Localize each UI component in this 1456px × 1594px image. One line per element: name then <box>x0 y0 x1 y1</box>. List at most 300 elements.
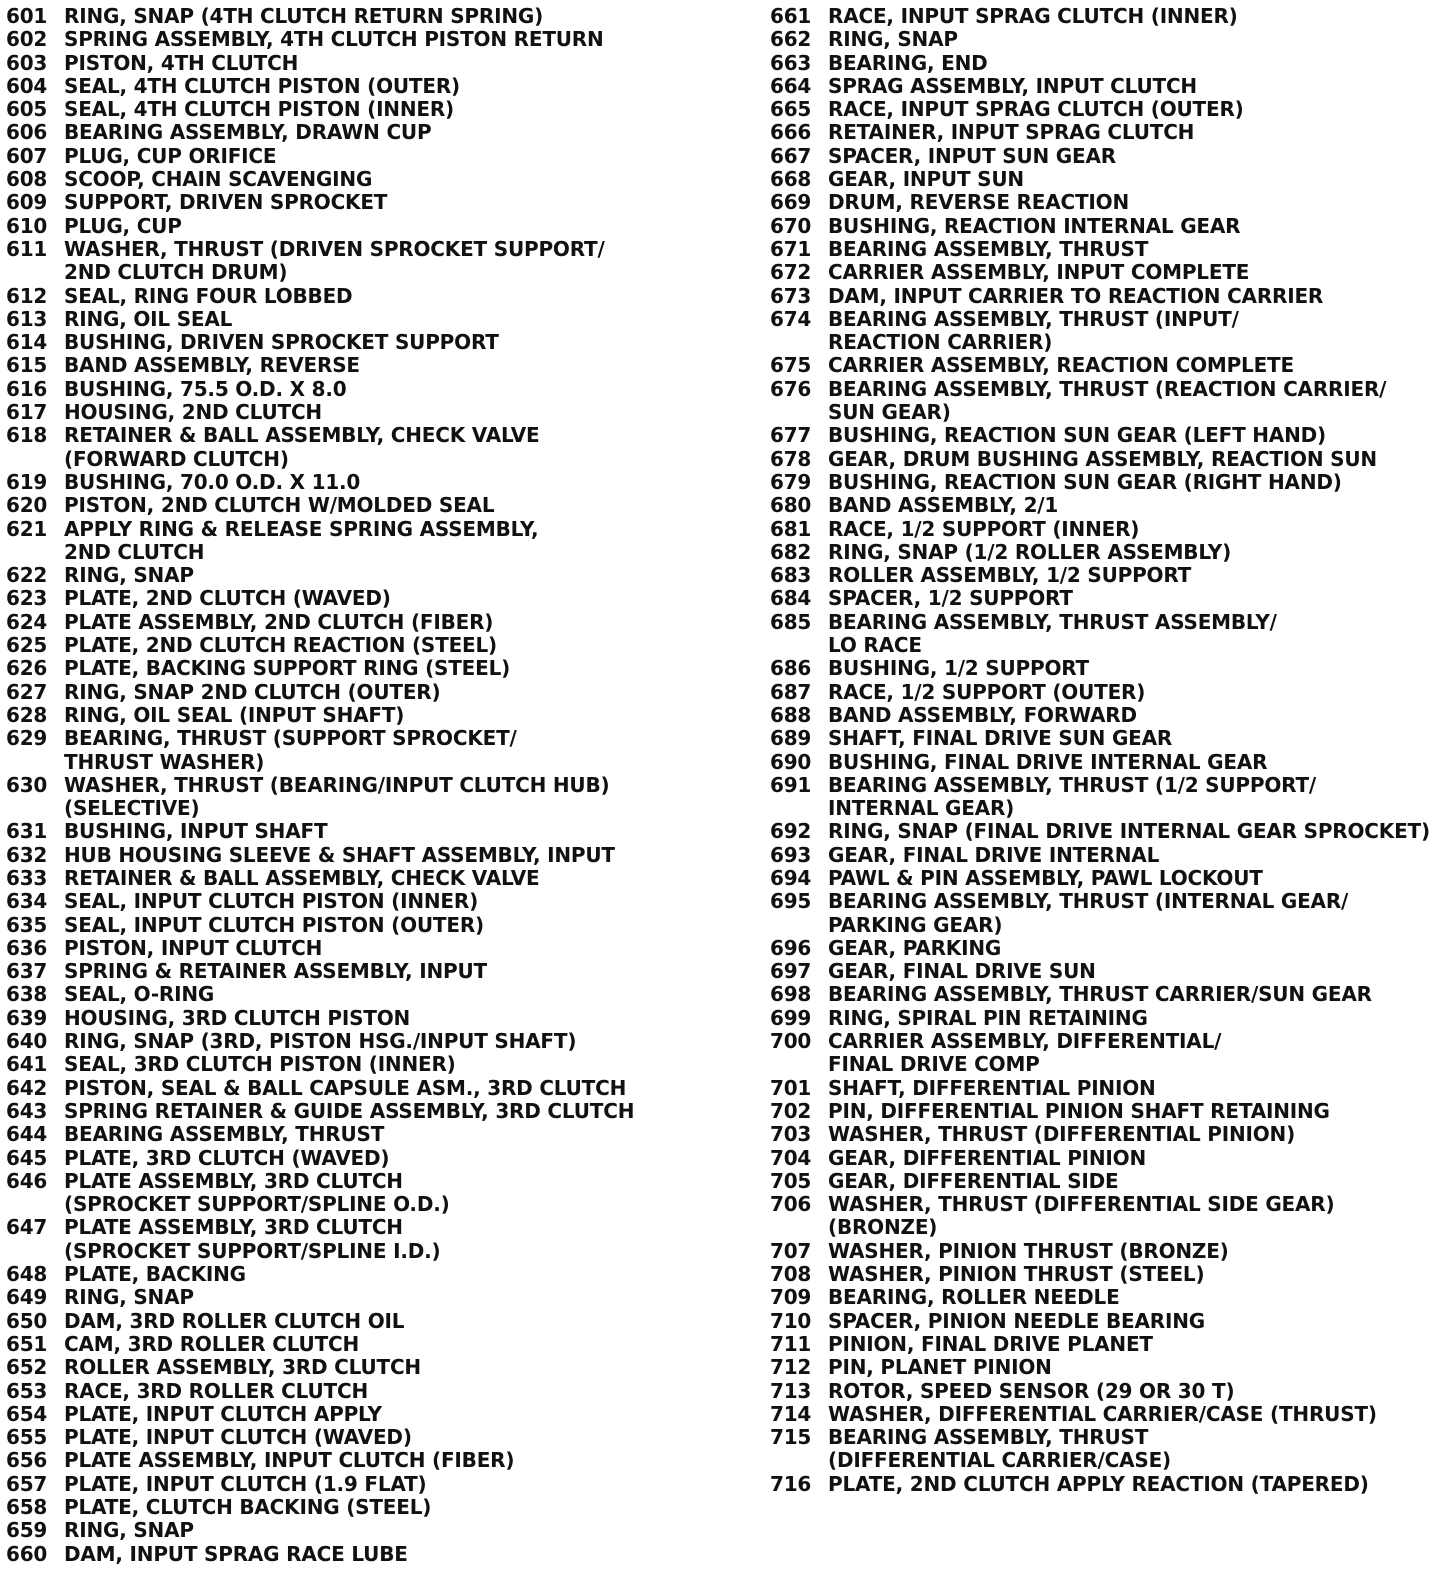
part-number: 608 <box>6 167 48 192</box>
part-number: 669 <box>770 190 812 215</box>
part-number: 619 <box>6 469 48 494</box>
part-description-line: HUB HOUSING SLEEVE & SHAFT ASSEMBLY, INPUT <box>64 842 615 867</box>
part-number: 639 <box>6 1005 48 1030</box>
part-number: 610 <box>6 213 48 238</box>
part-description <box>828 52 988 75</box>
part-description-line: PLATE, INPUT CLUTCH (WAVED) <box>64 1425 412 1450</box>
part-entry <box>6 890 706 913</box>
part-entry <box>770 354 1450 377</box>
part-number: 676 <box>770 376 812 401</box>
part-description <box>828 75 1197 98</box>
part-entry <box>770 1286 1450 1309</box>
part-description <box>828 145 1116 168</box>
part-description-line: PAWL & PIN ASSEMBLY, PAWL LOCKOUT <box>828 865 1263 890</box>
part-description-line: BAND ASSEMBLY, 2/1 <box>828 493 1059 518</box>
part-number: 637 <box>6 959 48 984</box>
part-number: 626 <box>6 656 48 681</box>
part-description <box>828 238 1148 261</box>
part-number: 700 <box>770 1029 812 1054</box>
part-entry <box>770 1473 1450 1496</box>
part-description-line: WASHER, THRUST (DRIVEN SPROCKET SUPPORT/ <box>64 236 605 261</box>
part-description-line: PIN, PLANET PINION <box>828 1355 1052 1380</box>
part-description-line: SHAFT, DIFFERENTIAL PINION <box>828 1075 1156 1100</box>
part-description-line: WASHER, DIFFERENTIAL CARRIER/CASE (THRUST) <box>828 1401 1377 1426</box>
part-entry <box>770 1030 1450 1077</box>
part-description-line: BUSHING, 70.0 O.D. X 11.0 <box>64 469 361 494</box>
part-description <box>828 1077 1156 1100</box>
part-description <box>828 1170 1119 1193</box>
part-number: 653 <box>6 1378 48 1403</box>
part-entry <box>770 518 1450 541</box>
part-description-line: SPRING RETAINER & GUIDE ASSEMBLY, 3RD CLUTCH <box>64 1098 635 1123</box>
part-description <box>64 401 322 424</box>
part-entry <box>770 168 1450 191</box>
part-entry <box>6 215 706 238</box>
part-entry <box>6 587 706 610</box>
part-entry <box>770 1333 1450 1356</box>
part-description <box>64 1077 626 1100</box>
part-description <box>64 937 322 960</box>
part-description <box>64 98 454 121</box>
part-number: 651 <box>6 1331 48 1356</box>
part-entry <box>6 634 706 657</box>
part-number: 707 <box>770 1238 812 1263</box>
part-description-line: PLATE, 2ND CLUTCH APPLY REACTION (TAPERED) <box>828 1471 1369 1496</box>
part-description <box>64 820 327 843</box>
part-entry <box>6 844 706 867</box>
part-entry <box>6 1007 706 1030</box>
part-description-line: PLATE, INPUT CLUTCH (1.9 FLAT) <box>64 1471 427 1496</box>
part-description-line: GEAR, INPUT SUN <box>828 167 1024 192</box>
part-description-line: (SPROCKET SUPPORT/SPLINE O.D.) <box>64 1192 450 1217</box>
part-description-line: RACE, INPUT SPRAG CLUTCH (INNER) <box>828 4 1238 28</box>
part-number: 621 <box>6 516 48 541</box>
part-description <box>64 1356 421 1379</box>
part-description-line: RACE, 3RD ROLLER CLUTCH <box>64 1378 368 1403</box>
part-description-line: BEARING ASSEMBLY, THRUST ASSEMBLY/ <box>828 609 1277 634</box>
part-description-line: RETAINER & BALL ASSEMBLY, CHECK VALVE <box>64 423 540 448</box>
part-number: 628 <box>6 702 48 727</box>
part-description-line: (SELECTIVE) <box>64 796 200 821</box>
part-description <box>64 1519 194 1542</box>
part-description-line: 2ND CLUTCH DRUM) <box>64 260 288 285</box>
part-number: 656 <box>6 1448 48 1473</box>
part-description-line: RING, SNAP (3RD, PISTON HSG./INPUT SHAFT) <box>64 1029 577 1054</box>
part-description-line: GEAR, FINAL DRIVE SUN <box>828 959 1096 984</box>
part-entry <box>6 1310 706 1333</box>
part-entry <box>6 168 706 191</box>
part-entry <box>770 1193 1450 1240</box>
part-number: 643 <box>6 1098 48 1123</box>
part-description-line: CARRIER ASSEMBLY, INPUT COMPLETE <box>828 260 1250 285</box>
part-description-line: RING, SNAP <box>64 563 194 588</box>
part-entry <box>770 75 1450 98</box>
part-description-line: RING, SPIRAL PIN RETAINING <box>828 1005 1148 1030</box>
part-entry <box>6 1496 706 1519</box>
part-entry <box>770 983 1450 1006</box>
parts-list-left-column <box>6 5 706 1566</box>
part-description-line: PLATE ASSEMBLY, 3RD CLUTCH <box>64 1168 403 1193</box>
part-entry <box>6 1216 706 1263</box>
part-number: 689 <box>770 726 812 751</box>
part-number: 715 <box>770 1425 812 1450</box>
part-description-line: GEAR, FINAL DRIVE INTERNAL <box>828 842 1160 867</box>
part-description <box>64 1170 450 1217</box>
part-description <box>828 1426 1171 1473</box>
part-description <box>828 1263 1204 1286</box>
part-number: 667 <box>770 143 812 168</box>
part-description-line: SCOOP, CHAIN SCAVENGING <box>64 167 373 192</box>
part-entry <box>6 1519 706 1542</box>
part-number: 635 <box>6 912 48 937</box>
part-description-line: BEARING ASSEMBLY, THRUST <box>64 1122 385 1147</box>
part-description <box>828 1310 1205 1333</box>
part-description-line: RACE, 1/2 SUPPORT (OUTER) <box>828 679 1146 704</box>
part-description <box>828 1240 1229 1263</box>
part-description-line: GEAR, DRUM BUSHING ASSEMBLY, REACTION SUN <box>828 446 1377 471</box>
part-entry <box>770 1356 1450 1379</box>
part-description <box>64 844 615 867</box>
part-number: 711 <box>770 1331 812 1356</box>
part-entry <box>770 448 1450 471</box>
part-description <box>828 867 1263 890</box>
part-description-line: FINAL DRIVE COMP <box>828 1052 1040 1077</box>
part-entry <box>770 820 1450 843</box>
part-description-line: SEAL, 4TH CLUTCH PISTON (INNER) <box>64 97 454 122</box>
part-entry <box>6 1473 706 1496</box>
part-entry <box>6 1426 706 1449</box>
part-description <box>64 145 276 168</box>
part-number: 694 <box>770 865 812 890</box>
part-number: 687 <box>770 679 812 704</box>
part-number: 633 <box>6 865 48 890</box>
part-description-line: BUSHING, INPUT SHAFT <box>64 819 328 844</box>
part-description-line: BUSHING, FINAL DRIVE INTERNAL GEAR <box>828 749 1268 774</box>
part-entry <box>770 98 1450 121</box>
part-description-line: SHAFT, FINAL DRIVE SUN GEAR <box>828 726 1173 751</box>
part-entry <box>6 285 706 308</box>
part-description-line: PLUG, CUP ORIFICE <box>64 143 277 168</box>
part-description-line: PLATE, BACKING SUPPORT RING (STEEL) <box>64 656 511 681</box>
part-description-line: BAND ASSEMBLY, FORWARD <box>828 702 1137 727</box>
part-entry <box>770 611 1450 658</box>
part-number: 636 <box>6 935 48 960</box>
part-description-line: SEAL, INPUT CLUTCH PISTON (INNER) <box>64 889 479 914</box>
part-description <box>828 960 1096 983</box>
part-number: 615 <box>6 353 48 378</box>
part-entry <box>6 1403 706 1426</box>
part-description <box>828 308 1239 355</box>
part-description <box>64 168 372 191</box>
part-description-line: SEAL, RING FOUR LOBBED <box>64 283 353 308</box>
part-description <box>64 1426 412 1449</box>
part-description <box>828 890 1348 937</box>
part-number: 649 <box>6 1285 48 1310</box>
part-entry <box>6 564 706 587</box>
part-number: 688 <box>770 702 812 727</box>
part-entry <box>6 1356 706 1379</box>
part-entry <box>770 1170 1450 1193</box>
part-description-line: BUSHING, DRIVEN SPROCKET SUPPORT <box>64 330 499 355</box>
part-entry <box>770 937 1450 960</box>
part-description-line: RING, SNAP (1/2 ROLLER ASSEMBLY) <box>828 539 1232 564</box>
part-description <box>64 983 214 1006</box>
part-number: 655 <box>6 1425 48 1450</box>
part-description <box>64 1380 368 1403</box>
part-number: 601 <box>6 4 48 28</box>
part-description <box>64 285 352 308</box>
part-description-line: BEARING ASSEMBLY, THRUST CARRIER/SUN GEAR <box>828 982 1372 1007</box>
part-entry <box>6 914 706 937</box>
part-entry <box>770 1380 1450 1403</box>
part-entry <box>6 983 706 1006</box>
part-description-line: THRUST WASHER) <box>64 749 265 774</box>
part-number: 701 <box>770 1075 812 1100</box>
part-entry <box>6 331 706 354</box>
part-number: 641 <box>6 1052 48 1077</box>
part-description-line: BEARING ASSEMBLY, THRUST (INPUT/ <box>828 306 1239 331</box>
part-number: 604 <box>6 73 48 98</box>
part-description <box>828 1100 1330 1123</box>
part-description-line: PLATE ASSEMBLY, 2ND CLUTCH (FIBER) <box>64 609 494 634</box>
part-description-line: BUSHING, REACTION SUN GEAR (RIGHT HAND) <box>828 469 1342 494</box>
part-description-line: INTERNAL GEAR) <box>828 796 1015 821</box>
part-entry <box>770 1147 1450 1170</box>
part-description <box>828 1193 1334 1240</box>
part-description-line: DRUM, REVERSE REACTION <box>828 190 1129 215</box>
part-entry <box>770 5 1450 28</box>
part-entry <box>770 145 1450 168</box>
part-number: 642 <box>6 1075 48 1100</box>
part-number: 709 <box>770 1285 812 1310</box>
part-entry <box>770 1100 1450 1123</box>
part-entry <box>6 1030 706 1053</box>
part-description-line: BEARING ASSEMBLY, THRUST (INTERNAL GEAR/ <box>828 889 1349 914</box>
part-entry <box>770 681 1450 704</box>
part-number: 682 <box>770 539 812 564</box>
part-description <box>64 890 478 913</box>
part-description-line: SEAL, O-RING <box>64 982 215 1007</box>
part-number: 640 <box>6 1029 48 1054</box>
part-number: 681 <box>770 516 812 541</box>
part-description <box>828 681 1145 704</box>
part-entry <box>6 1100 706 1123</box>
part-description-line: RING, SNAP <box>828 27 958 52</box>
part-description-line: PISTON, 2ND CLUTCH W/MOLDED SEAL <box>64 493 495 518</box>
part-description-line: SUPPORT, DRIVEN SPROCKET <box>64 190 388 215</box>
part-description-line: PIN, DIFFERENTIAL PINION SHAFT RETAINING <box>828 1098 1330 1123</box>
part-entry <box>6 1147 706 1170</box>
part-description-line: SPACER, INPUT SUN GEAR <box>828 143 1116 168</box>
part-description-line: BEARING, ROLLER NEEDLE <box>828 1285 1120 1310</box>
part-entry <box>6 518 706 565</box>
part-description-line: DAM, INPUT SPRAG RACE LUBE <box>64 1541 408 1566</box>
part-entry <box>6 1380 706 1403</box>
part-description-line: PISTON, INPUT CLUTCH <box>64 935 323 960</box>
part-description <box>64 1403 382 1426</box>
part-description <box>64 378 346 401</box>
part-description <box>64 1216 440 1263</box>
part-entry <box>6 354 706 377</box>
part-description-line: SPRING & RETAINER ASSEMBLY, INPUT <box>64 959 487 984</box>
part-description-line: BUSHING, REACTION SUN GEAR (LEFT HAND) <box>828 423 1326 448</box>
part-description <box>828 424 1326 447</box>
part-description <box>828 611 1277 658</box>
part-entry <box>770 285 1450 308</box>
part-entry <box>6 471 706 494</box>
part-number: 684 <box>770 586 812 611</box>
part-number: 708 <box>770 1262 812 1287</box>
part-description <box>828 587 1073 610</box>
part-number: 661 <box>770 4 812 28</box>
part-number: 613 <box>6 306 48 331</box>
part-entry <box>6 1170 706 1217</box>
part-description <box>828 1380 1234 1403</box>
part-entry <box>6 820 706 843</box>
part-description-line: CARRIER ASSEMBLY, REACTION COMPLETE <box>828 353 1294 378</box>
part-description-line: PLATE, 2ND CLUTCH (WAVED) <box>64 586 391 611</box>
part-number: 662 <box>770 27 812 52</box>
part-number: 699 <box>770 1005 812 1030</box>
part-entry <box>6 704 706 727</box>
part-description <box>828 354 1294 377</box>
part-description <box>64 867 540 890</box>
part-description <box>64 1007 410 1030</box>
part-description-line: BEARING, END <box>828 50 988 75</box>
part-description <box>64 657 510 680</box>
part-entry <box>770 238 1450 261</box>
part-entry <box>770 727 1450 750</box>
part-description <box>828 1356 1052 1379</box>
part-description <box>64 5 543 28</box>
part-entry <box>6 1286 706 1309</box>
part-number: 611 <box>6 236 48 261</box>
part-description-line: PLATE, 3RD CLUTCH (WAVED) <box>64 1145 390 1170</box>
part-number: 652 <box>6 1355 48 1380</box>
part-number: 679 <box>770 469 812 494</box>
part-description <box>828 28 958 51</box>
part-description-line: ROLLER ASSEMBLY, 3RD CLUTCH <box>64 1355 421 1380</box>
part-entry <box>6 960 706 983</box>
part-entry <box>770 657 1450 680</box>
part-description-line: SPRAG ASSEMBLY, INPUT CLUTCH <box>828 73 1197 98</box>
part-description <box>64 1053 456 1076</box>
part-entry <box>6 401 706 424</box>
part-description <box>64 727 517 774</box>
part-number: 659 <box>6 1518 48 1543</box>
part-description <box>64 518 538 565</box>
part-number: 677 <box>770 423 812 448</box>
part-number: 716 <box>770 1471 812 1496</box>
part-number: 657 <box>6 1471 48 1496</box>
part-entry <box>6 774 706 821</box>
part-number: 614 <box>6 330 48 355</box>
part-description-line: SEAL, INPUT CLUTCH PISTON (OUTER) <box>64 912 484 937</box>
part-description <box>828 98 1244 121</box>
part-description-line: LO RACE <box>828 633 922 658</box>
part-number: 602 <box>6 27 48 52</box>
part-description-line: RING, SNAP <box>64 1285 194 1310</box>
part-description <box>828 471 1342 494</box>
part-description <box>64 1147 389 1170</box>
part-entry <box>770 1123 1450 1146</box>
part-description <box>828 727 1172 750</box>
part-entry <box>770 774 1450 821</box>
part-entry <box>6 1543 706 1566</box>
part-description-line: PISTON, 4TH CLUTCH <box>64 50 299 75</box>
part-description <box>828 448 1377 471</box>
part-description <box>64 564 194 587</box>
part-description-line: SPACER, 1/2 SUPPORT <box>828 586 1073 611</box>
part-description <box>64 471 360 494</box>
part-number: 706 <box>770 1192 812 1217</box>
part-entry <box>6 52 706 75</box>
part-entry <box>6 1053 706 1076</box>
part-entry <box>770 1426 1450 1473</box>
part-number: 697 <box>770 959 812 984</box>
part-number: 624 <box>6 609 48 634</box>
part-description <box>828 1473 1369 1496</box>
part-description <box>64 1449 514 1472</box>
part-description-line: PLATE, BACKING <box>64 1262 246 1287</box>
part-number: 666 <box>770 120 812 145</box>
part-entry <box>6 28 706 51</box>
part-description-line: BEARING ASSEMBLY, DRAWN CUP <box>64 120 432 145</box>
part-description-line: BUSHING, 75.5 O.D. X 8.0 <box>64 376 347 401</box>
part-description <box>828 751 1267 774</box>
part-entry <box>770 121 1450 144</box>
part-description-line: RING, SNAP (4TH CLUTCH RETURN SPRING) <box>64 4 544 28</box>
part-description <box>64 1030 576 1053</box>
part-description <box>64 331 499 354</box>
part-number: 690 <box>770 749 812 774</box>
part-entry <box>770 751 1450 774</box>
part-description <box>64 1286 194 1309</box>
part-entry <box>6 494 706 517</box>
part-number: 698 <box>770 982 812 1007</box>
part-description <box>64 1333 359 1356</box>
part-number: 631 <box>6 819 48 844</box>
part-entry <box>6 937 706 960</box>
part-entry <box>6 145 706 168</box>
part-number: 680 <box>770 493 812 518</box>
part-description-line: PLATE ASSEMBLY, INPUT CLUTCH (FIBER) <box>64 1448 515 1473</box>
part-number: 648 <box>6 1262 48 1287</box>
part-number: 616 <box>6 376 48 401</box>
part-description <box>828 215 1240 238</box>
part-description-line: BUSHING, REACTION INTERNAL GEAR <box>828 213 1241 238</box>
part-entry <box>6 98 706 121</box>
part-entry <box>6 657 706 680</box>
part-description <box>828 657 1089 680</box>
part-number: 603 <box>6 50 48 75</box>
part-description <box>64 191 387 214</box>
part-description-line: GEAR, DIFFERENTIAL SIDE <box>828 1168 1119 1193</box>
part-description-line: ROLLER ASSEMBLY, 1/2 SUPPORT <box>828 563 1192 588</box>
part-number: 660 <box>6 1541 48 1566</box>
part-description-line: (SPROCKET SUPPORT/SPLINE I.D.) <box>64 1238 441 1263</box>
part-entry <box>6 308 706 331</box>
part-description <box>828 844 1159 867</box>
part-description <box>828 378 1386 425</box>
part-description <box>64 494 494 517</box>
part-description <box>64 1310 404 1333</box>
part-number: 686 <box>770 656 812 681</box>
part-description <box>828 191 1129 214</box>
part-description-line: BEARING ASSEMBLY, THRUST (1/2 SUPPORT/ <box>828 772 1316 797</box>
part-entry <box>6 191 706 214</box>
part-number: 627 <box>6 679 48 704</box>
